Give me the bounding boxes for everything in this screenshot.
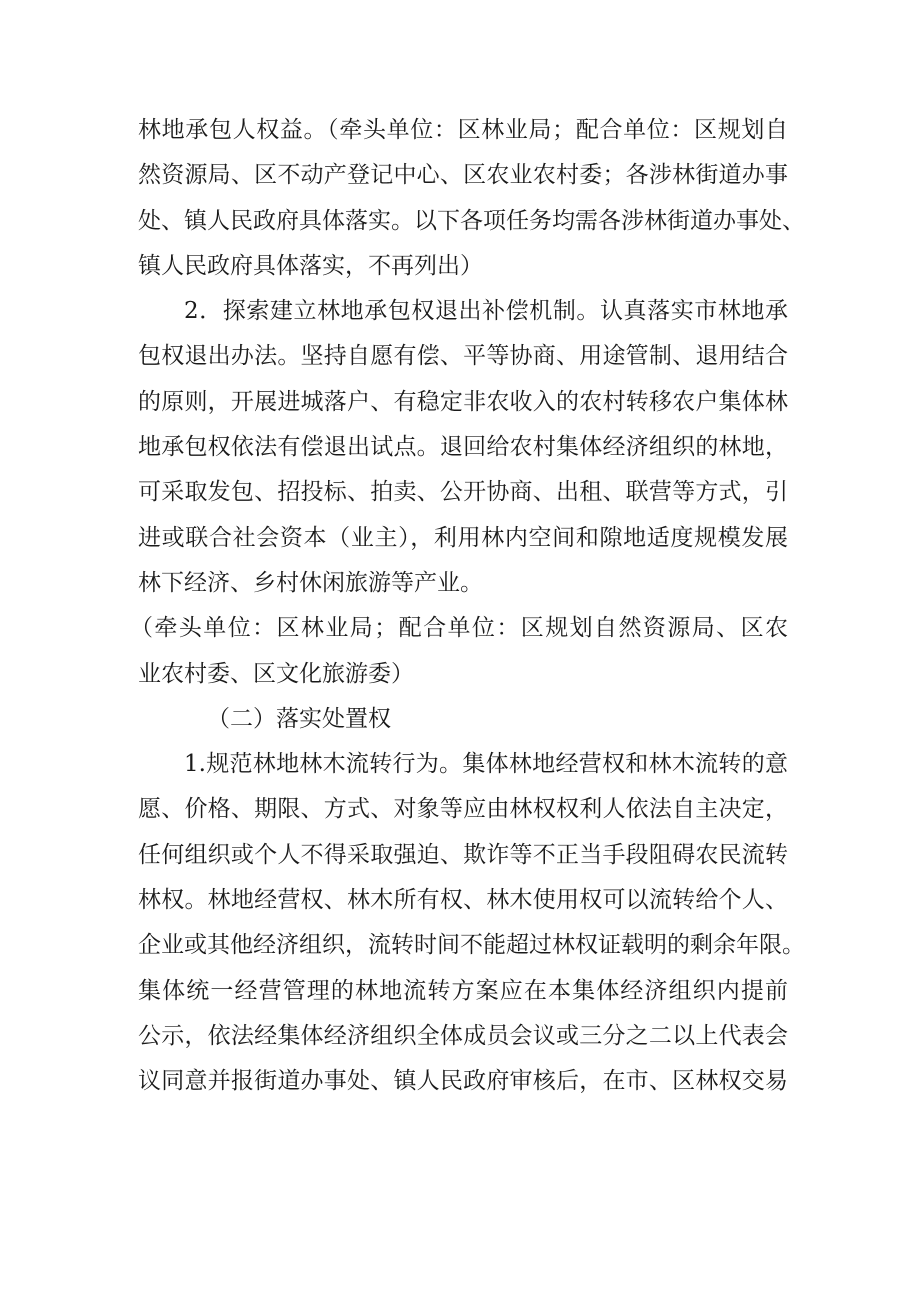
text-line: 任何组织或个人不得采取强迫、欺诈等不正当手段阻碍农民流转 bbox=[138, 841, 788, 868]
section-heading-disposal-right bbox=[138, 697, 788, 742]
paragraph-forest-contractor-rights bbox=[138, 108, 805, 289]
text-line: 镇人民政府具体落实，不再列出） bbox=[138, 252, 483, 279]
text-line: （牵头单位：区林业局；配合单位：区规划自然资源局、区农 bbox=[130, 615, 788, 642]
paragraph-responsible-units bbox=[130, 606, 788, 697]
section-heading: （二）落实处置权 bbox=[207, 705, 391, 732]
text-line: 的原则，开展进城落户、有稳定非农收入的农村转移农户集体林 bbox=[138, 388, 788, 415]
text-line: 地承包权依法有偿退出试点。退回给农村集体经济组织的林地， bbox=[138, 434, 788, 461]
text-line: 愿、价格、期限、方式、对象等应由林权权利人依法自主决定， bbox=[138, 796, 788, 823]
paragraph-item-1-regulate-transfer bbox=[138, 742, 805, 1104]
text-line: 包权退出办法。坚持自愿有偿、平等协商、用途管制、退用结合 bbox=[138, 343, 788, 370]
text-line: 林下经济、乡村休闲旅游等产业。 bbox=[138, 569, 483, 596]
text-line: 2．探索建立林地承包权退出补偿机制。认真落实市林地承 bbox=[184, 298, 788, 325]
text-line: 集体统一经营管理的林地流转方案应在本集体经济组织内提前 bbox=[138, 977, 788, 1004]
text-line: 企业或其他经济组织，流转时间不能超过林权证载明的剩余年限。 bbox=[138, 932, 805, 959]
paragraph-item-2-withdrawal-compensation bbox=[138, 289, 788, 606]
text-line: 可采取发包、招投标、拍卖、公开协商、出租、联营等方式，引 bbox=[138, 479, 788, 506]
text-line: 公示，依法经集体经济组织全体成员会议或三分之二以上代表会 bbox=[138, 1022, 788, 1049]
text-line: 林权。林地经营权、林木所有权、林木使用权可以流转给个人、 bbox=[138, 887, 788, 914]
text-line: 1.规范林地林木流转行为。集体林地经营权和林木流转的意 bbox=[184, 751, 788, 778]
text-line: 业农村委、区文化旅游委） bbox=[138, 660, 414, 687]
text-line: 林地承包人权益。（牵头单位：区林业局；配合单位：区规划自 bbox=[138, 117, 788, 143]
text-line: 进或联合社会资本（业主），利用林内空间和隙地适度规模发展 bbox=[138, 524, 788, 551]
text-line: 议同意并报街道办事处、镇人民政府审核后，在市、区林权交易 bbox=[138, 1068, 788, 1095]
text-line: 处、镇人民政府具体落实。以下各项任务均需各涉林街道办事处、 bbox=[138, 207, 805, 234]
document-body bbox=[130, 108, 805, 1105]
text-line: 然资源局、区不动产登记中心、区农业农村委；各涉林街道办事 bbox=[138, 162, 788, 189]
